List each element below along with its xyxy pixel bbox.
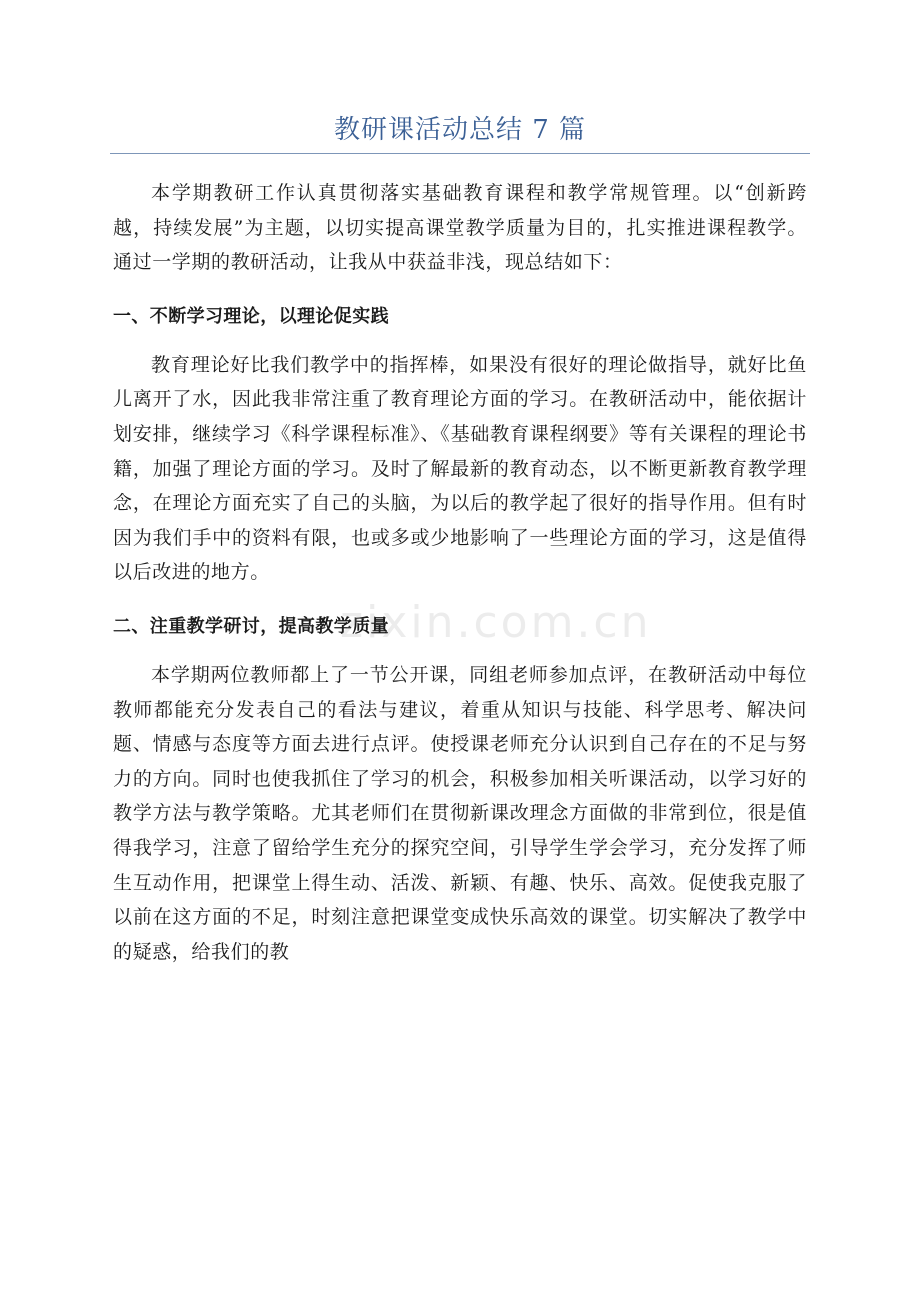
section-heading-1: 一、不断学习理论，以理论促实践 <box>113 305 389 327</box>
section-body-2: 本学期两位教师都上了一节公开课，同组老师参加点评，在教研活动中每位教师都能充分发表自己的看法与建议，着重从知识与技能、科学思考、解决问题、情感与态度等方面去进行点评。使授课老师充分认识到自己存在的不足与努力的方向。同时也使我抓住了学习的机会，积极参加相关听课活动，以学习好的教学方法与教学策略。尤其老师们在贯彻新课改理念方面做的非常到位，很是值得我学习，注意了留给学生充分的探究空间，引导学生学会学习，充分发挥了师生互动作用，把课堂上得生动、活泼、新颖、有趣、快乐、高效。促使我克服了以前在这方面的不足，时刻注意把课堂变成快乐高效的课堂。切实解决了教学中的疑惑，给我们的教 <box>113 663 807 963</box>
document-body <box>113 176 807 969</box>
title-underline <box>110 153 810 154</box>
document-title: 教研课活动总结 7 篇 <box>333 115 587 145</box>
section-body-1: 教育理论好比我们教学中的指挥棒，如果没有很好的理论做指导，就好比鱼儿离开了水，因此我非常注重了教育理论方面的学习。在教研活动中，能依据计划安排，继续学习《科学课程标准》、《基础教育课程纲要》等有关课程的理论书籍，加强了理论方面的学习。及时了解最新的教育动态，以不断更新教育教学理念，在理论方面充实了自己的头脑，为以后的教学起了很好的指导作用。但有时因为我们手中的资料有限，也或多或少地影响了一些理论方面的学习，这是值得以后改进的地方。 <box>113 353 807 584</box>
intro-paragraph: 本学期教研工作认真贯彻落实基础教育课程和教学常规管理。以“创新跨越，持续发展”为主题，以切实提高课堂教学质量为目的，扎实推进课程教学。通过一学期的教研活动，让我从中获益非浅，现总结如下： <box>113 182 807 274</box>
section-heading-2: 二、注重教学研讨，提高教学质量 <box>113 615 389 637</box>
watermark: zixin.com.cn <box>340 597 652 648</box>
